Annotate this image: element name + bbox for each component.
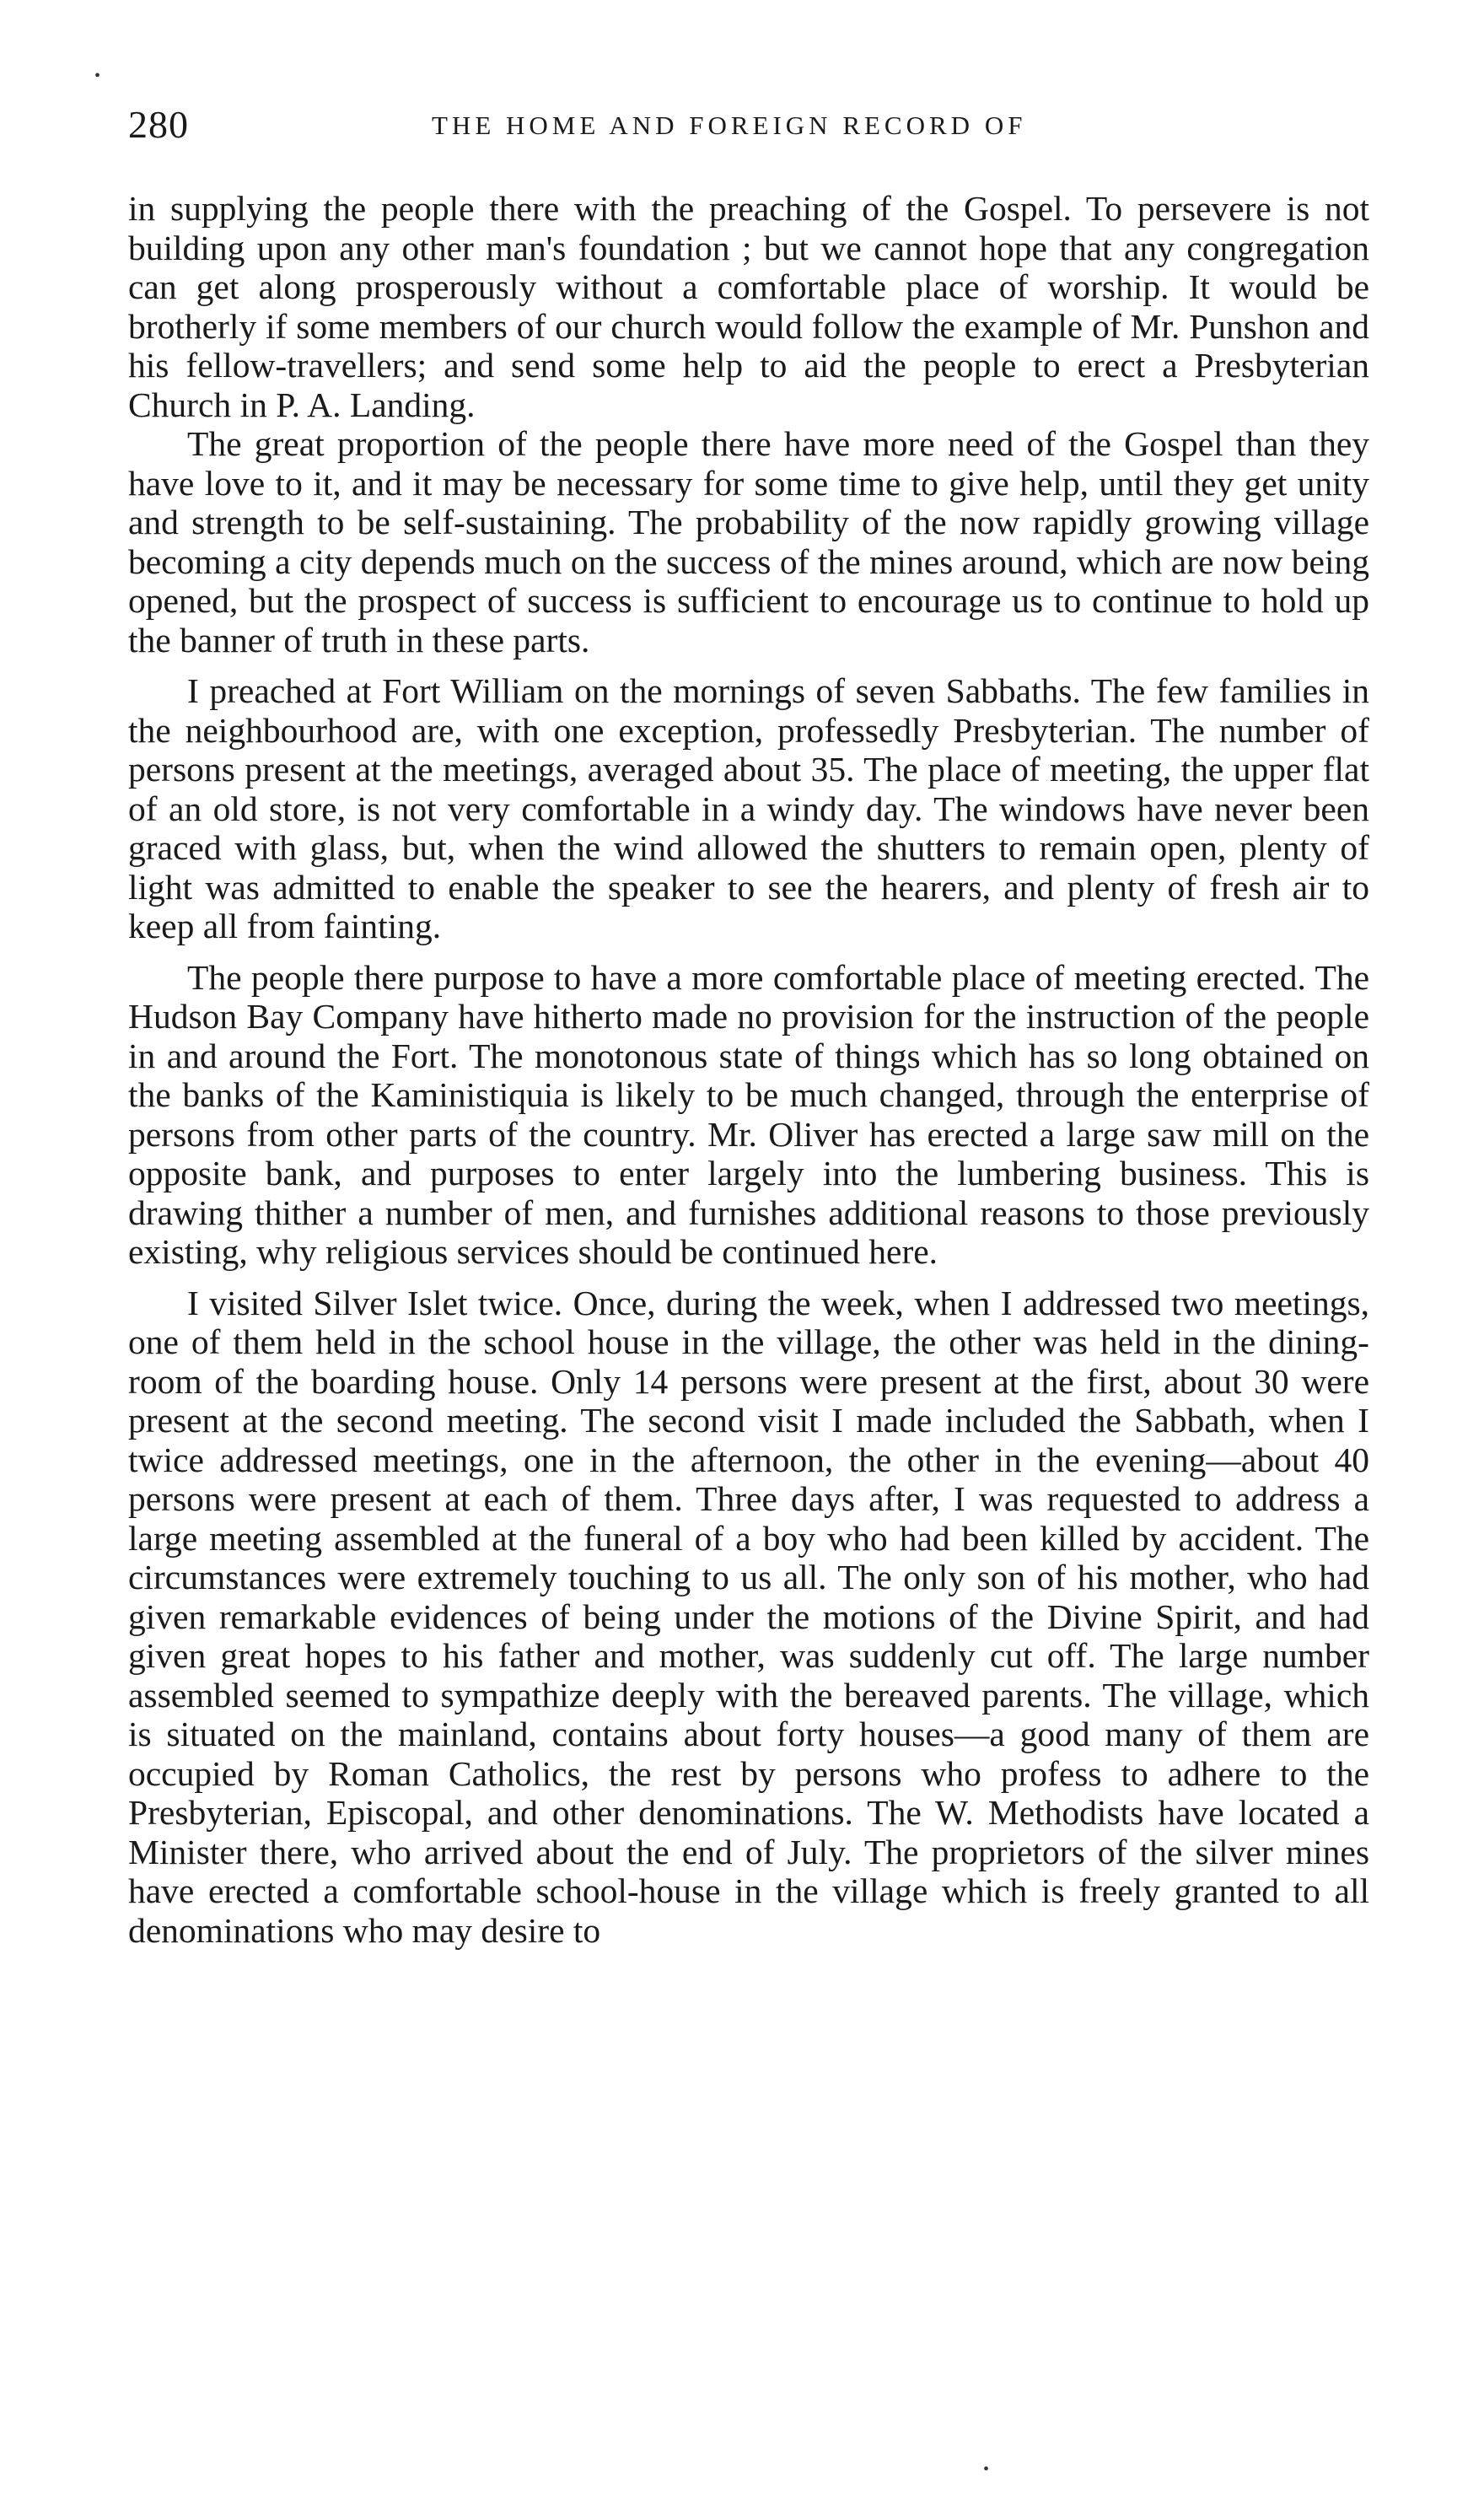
- paragraph-2: The great proportion of the people there have more need of the Gospel than they have love to it, and it may be necessary for some time to give help, until they get unity and strength to be self-sustaining. The probability of the now rapidly growing village becoming a city depends much on the success of the mines around, which are now being opened, but the prospect of success is sufficient to encourage us to continue to hold up the banner of truth in these parts.: [128, 424, 1369, 659]
- bottom-speck: •: [983, 2460, 990, 2479]
- paragraph-1: in supplying the people there with the preaching of the Gospel. To persevere is not building upon any other man's foundation ; but we cannot hope that any congregation can get along prosperously without a comfortable place of worship. It would be brotherly if some members of our church would follow the example of Mr. Punshon and his fellow-travellers; and send some help to aid the people to erect a Presbyterian Church in P. A. Landing.: [128, 189, 1369, 424]
- paragraph-5: I visited Silver Islet twice. Once, during the week, when I addressed two meetings, one of them held in the school house in the village, the other was held in the dining-room of the boarding house. Only 14 persons were present at the first, about 30 were present at the second meeting. The second visit I made included the Sabbath, when I twice addressed meetings, one in the afternoon, the other in the evening—about 40 persons were present at each of them. Three days after, I was requested to address a large meeting assembled at the funeral of a boy who had been killed by accident. The circumstances were extremely touching to us all. The only son of his mother, who had given remarkable evidences of being under the motions of the Divine Spirit, and had given great hopes to his father and mother, was suddenly cut off. The large number assembled seemed to sympathize deeply with the bereaved parents. The village, which is situated on the mainland, contains about forty houses—a good many of them are occupied by Roman Catholics, the rest by persons who profess to adhere to the Presbyterian, Episcopal, and other denominations. The W. Methodists have located a Minister there, who arrived about the end of July. The proprietors of the silver mines have erected a comfortable school-house in the village which is freely granted to all denominations who may desire to: [128, 1283, 1369, 1950]
- page-header: [128, 100, 1376, 150]
- margin-speck: •: [94, 67, 101, 85]
- paragraph-3: I preached at Fort William on the mornings of seven Sabbaths. The few families in the neighbourhood are, with one exception, professedly Presbyterian. The number of persons present at the meetings, averaged about 35. The place of meeting, the upper flat of an old store, is not very comfortable in a windy day. The windows have never been graced with glass, but, when the wind allowed the shutters to remain open, plenty of light was admitted to enable the speaker to see the hearers, and plenty of fresh air to keep all from fainting.: [128, 671, 1369, 945]
- running-head: THE HOME AND FOREIGN RECORD OF: [432, 110, 1027, 140]
- article-body: [128, 189, 1369, 1950]
- paragraph-4: The people there purpose to have a more comfortable place of meeting erected. The Hudson Bay Company have hitherto made no provision for the instruction of the people in and around the Fort. The monotonous state of things which has so long obtained on the banks of the Kaministiquia is likely to be much changed, through the enterprise of persons from other parts of the country. Mr. Oliver has erected a large saw mill on the opposite bank, and purposes to enter largely into the lumbering business. This is drawing thither a number of men, and furnishes additional reasons to those previously existing, why religious services should be continued here.: [128, 957, 1369, 1271]
- page-number: 280: [128, 103, 189, 146]
